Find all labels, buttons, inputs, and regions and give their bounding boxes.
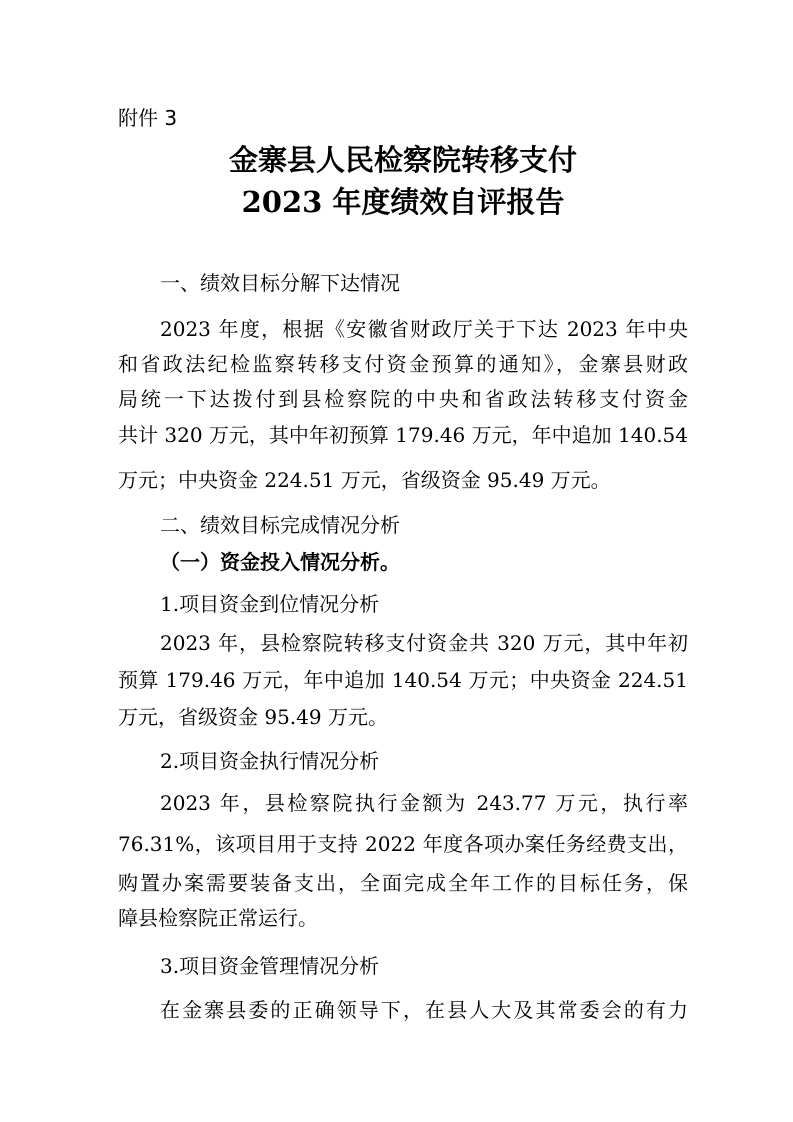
- item-1-paragraph-line: 预算 179.46 万元，年中追加 140.54 万元；中央资金 224.51: [118, 668, 688, 692]
- item-1-paragraph-line: 万元，省级资金 95.49 万元。: [118, 705, 388, 729]
- section-1-paragraph-line: 万元；中央资金 224.51 万元，省级资金 95.49 万元。: [118, 468, 611, 492]
- item-3-paragraph-line: 在金寨县委的正确领导下，在县人大及其常委会的有力: [160, 998, 688, 1022]
- section-1-paragraph-line: 局统一下达拨付到县检察院的中央和省政法转移支付资金: [118, 387, 688, 411]
- item-2-paragraph-line: 障县检察院正常运行。: [118, 906, 318, 930]
- section-2-subheading: （一）资金投入情况分析。: [160, 550, 400, 574]
- section-2-heading: 二、绩效目标完成情况分析: [160, 513, 400, 537]
- item-1-paragraph-line: 2023 年，县检察院转移支付资金共 320 万元，其中年初: [160, 631, 688, 655]
- item-3-heading: 3.项目资金管理情况分析: [160, 954, 380, 978]
- item-2-heading: 2.项目资金执行情况分析: [160, 749, 380, 773]
- section-1-heading: 一、绩效目标分解下达情况: [160, 271, 400, 295]
- section-1-paragraph-line: 2023 年度，根据《安徽省财政厅关于下达 2023 年中央: [160, 317, 688, 341]
- item-2-paragraph-line: 2023 年，县检察院执行金额为 243.77 万元，执行率: [160, 791, 688, 815]
- item-2-paragraph-line: 76.31%，该项目用于支持 2022 年度各项办案任务经费支出，: [118, 832, 688, 856]
- document-title-line-1: 金寨县人民检察院转移支付: [228, 143, 577, 177]
- document-title-line-2: 2023 年度绩效自评报告: [241, 185, 565, 219]
- section-1-paragraph-line: 和省政法纪检监察转移支付资金预算的通知》，金寨县财政: [118, 352, 688, 376]
- item-1-heading: 1.项目资金到位情况分析: [160, 592, 380, 616]
- section-1-paragraph-line: 共计 320 万元，其中年初预算 179.46 万元，年中追加 140.54: [118, 423, 688, 447]
- attachment-label: 附件 3: [118, 106, 178, 130]
- item-2-paragraph-line: 购置办案需要装备支出，全面完成全年工作的目标任务，保: [118, 871, 688, 895]
